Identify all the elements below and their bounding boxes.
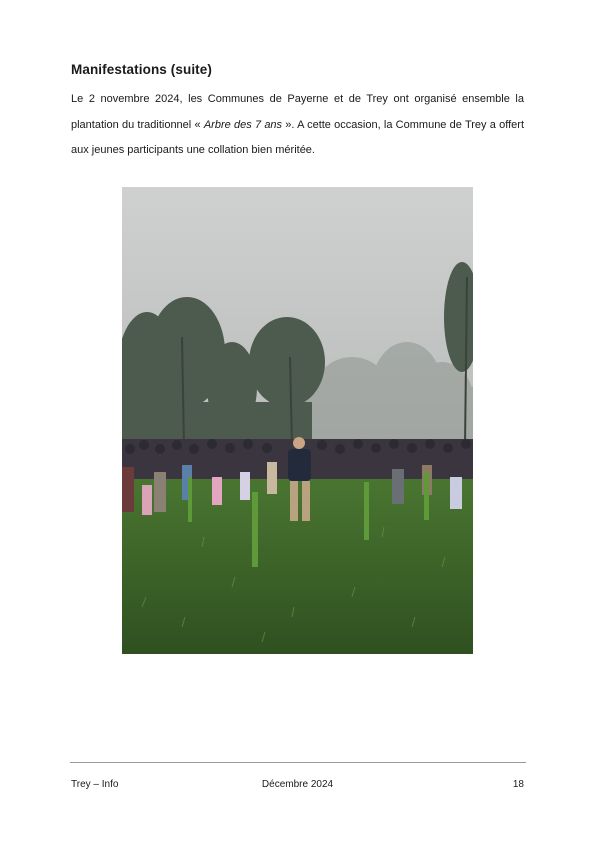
section-heading: Manifestations (suite) (71, 62, 212, 77)
body-paragraph (71, 87, 524, 164)
paragraph-emphasis: Arbre des 7 ans (203, 118, 283, 131)
paragraph-text-end: ». A cette occasion, la Commune de Trey a offert aux jeunes participants une collation bien méritée. (71, 118, 525, 156)
footer-publication: Trey – Info (71, 779, 119, 790)
event-photo (122, 187, 473, 654)
footer-divider (70, 762, 526, 763)
footer-page-number: 18 (512, 779, 524, 790)
paragraph-text-start: Le 2 novembre 2024, les Communes de Payerne et de Trey ont organisé ensemble la plantation du traditionnel « (71, 93, 524, 131)
footer-date: Décembre 2024 (261, 779, 334, 790)
